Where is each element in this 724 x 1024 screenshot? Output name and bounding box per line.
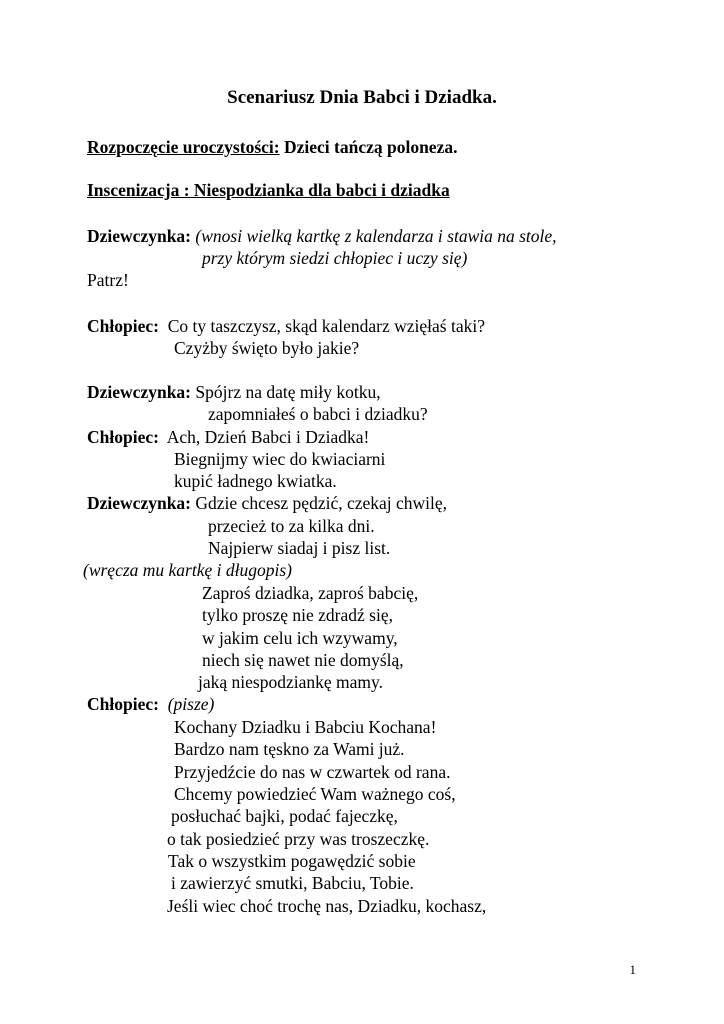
dialogue-line: Czyżby święto było jakie? xyxy=(174,338,360,358)
dialogue-line: w jakim celu ich wzywamy, xyxy=(202,628,398,648)
dialogue-line: posłuchać bajki, podać fajeczkę, xyxy=(171,806,398,826)
document-title: Scenariusz Dnia Babci i Dziadka. xyxy=(227,87,497,108)
speaker-label: Dziewczynka: xyxy=(87,226,192,246)
dialogue-text: Ach, Dzień Babci i Dziadka! xyxy=(166,427,370,447)
dialogue-line: zapomniałeś o babci i dziadku? xyxy=(208,404,428,424)
dialogue-text: Co ty taszczysz, skąd kalendarz wzięłaś taki? xyxy=(167,316,486,336)
dialogue-line: Przyjedźcie do nas w czwartek od rana. xyxy=(174,762,451,782)
dialogue-line xyxy=(87,426,369,448)
page-number: 1 xyxy=(629,962,636,977)
dialogue-line xyxy=(87,693,214,715)
dialogue-text: Gdzie chcesz pędzić, czekaj chwilę, xyxy=(195,493,448,513)
dialogue-line xyxy=(87,381,381,403)
dialogue-line: Bardzo nam tęskno za Wami już. xyxy=(174,739,405,759)
opening-label: Rozpoczęcie uroczystości: xyxy=(87,137,280,157)
opening-line xyxy=(87,136,457,158)
dialogue-line xyxy=(87,315,485,337)
dialogue-line: jaką niespodziankę mamy. xyxy=(198,672,383,692)
dialogue-line: Kochany Dziadku i Babciu Kochana! xyxy=(174,717,437,737)
dialogue-line: niech się nawet nie domyślą, xyxy=(202,650,404,670)
speaker-label: Dziewczynka: xyxy=(87,493,192,513)
dialogue-line xyxy=(87,492,447,514)
dialogue-line: Biegnijmy wiec do kwiaciarni xyxy=(174,449,386,469)
staging-heading: Inscenizacja : Niespodzianka dla babci i dziadka xyxy=(87,180,450,200)
dialogue-line: przecież to za kilka dni. xyxy=(208,516,375,536)
stage-direction: (pisze) xyxy=(167,694,215,714)
opening-text: Dzieci tańczą poloneza. xyxy=(279,137,458,157)
speaker-label: Dziewczynka: xyxy=(87,382,192,402)
speaker-label: Chłopiec: xyxy=(87,427,159,447)
dialogue-text: Spójrz na datę miły kotku, xyxy=(195,382,381,402)
dialogue-line: Najpierw siadaj i pisz list. xyxy=(208,538,391,558)
speaker-label: Chłopiec: xyxy=(87,694,159,714)
dialogue-line: Zaproś dziadka, zaproś babcię, xyxy=(202,583,419,603)
stage-direction: przy którym siedzi chłopiec i uczy się) xyxy=(202,248,468,268)
stage-direction: (wręcza mu kartkę i długopis) xyxy=(83,560,292,580)
dialogue-line xyxy=(87,225,557,247)
dialogue-line: o tak posiedzieć przy was troszeczkę. xyxy=(167,829,430,849)
speaker-label: Chłopiec: xyxy=(87,316,159,336)
dialogue-line: Chcemy powiedzieć Wam ważnego coś, xyxy=(174,784,456,804)
dialogue-line: kupić ładnego kwiatka. xyxy=(174,471,337,491)
dialogue-line: tylko proszę nie zdradź się, xyxy=(202,605,393,625)
dialogue-line: Jeśli wiec choć trochę nas, Dziadku, kochasz, xyxy=(167,896,487,916)
dialogue-line: i zawierzyć smutki, Babciu, Tobie. xyxy=(171,873,414,893)
stage-direction: (wnosi wielką kartkę z kalendarza i stawia na stole, xyxy=(195,226,557,246)
dialogue-line: Patrz! xyxy=(87,270,129,290)
dialogue-line: Tak o wszystkim pogawędzić sobie xyxy=(168,851,416,871)
